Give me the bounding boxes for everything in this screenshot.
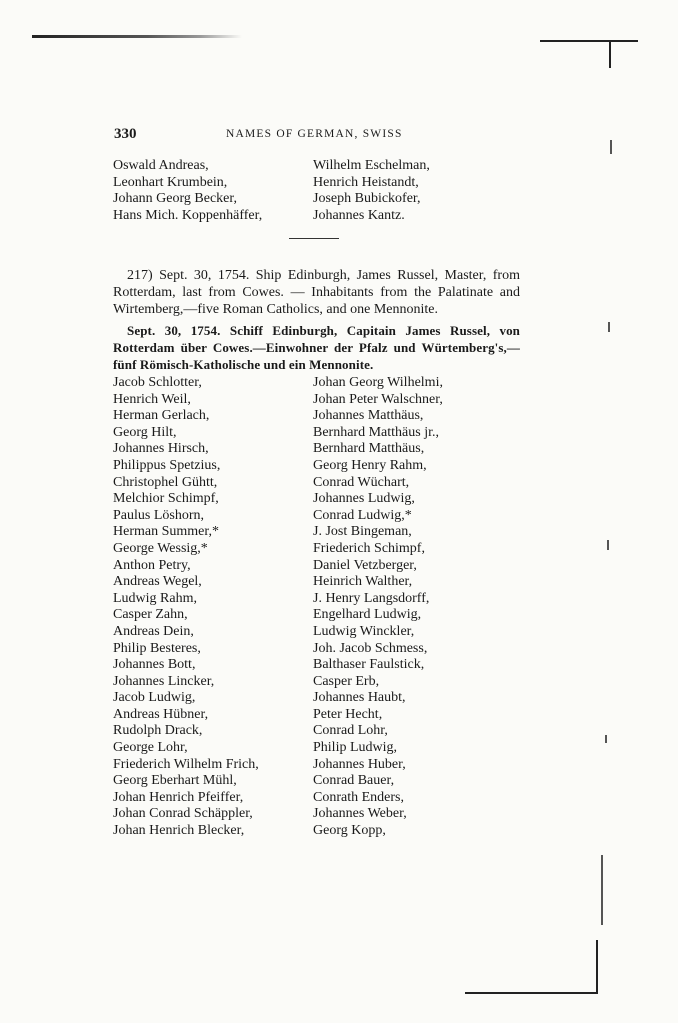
name-entry: Johan Peter Walschner,: [313, 391, 443, 407]
name-entry: Johannes Kantz.: [313, 207, 405, 223]
name-entry: Jacob Schlotter,: [113, 375, 202, 390]
passenger-names-left-column: [113, 375, 313, 840]
continued-names-right-column: [313, 158, 523, 224]
name-entry: J. Henry Langsdorff,: [313, 590, 430, 606]
name-entry: Andreas Hübner,: [113, 706, 209, 722]
name-entry: Casper Erb,: [313, 673, 380, 689]
name-entry: Wilhelm Eschelman,: [313, 158, 430, 173]
name-entry: Johann Georg Becker,: [113, 191, 237, 207]
name-entry: George Lohr,: [113, 740, 188, 756]
running-title: NAMES OF GERMAN, SWISS: [226, 128, 403, 140]
name-entry: J. Jost Bingeman,: [313, 524, 412, 540]
name-entry: Johan Conrad Schäppler,: [113, 806, 253, 822]
name-entry: Conrad Bauer,: [313, 773, 395, 789]
name-entry: Friederich Wilhelm Frich,: [113, 756, 259, 772]
scan-speck: [610, 140, 612, 154]
section-divider: [289, 238, 339, 239]
corner-rule-top-right: [540, 40, 638, 42]
name-entry: Johannes Ludwig,: [313, 491, 415, 507]
scan-speck: [605, 735, 607, 743]
name-entry: Johan Georg Wilhelmi,: [313, 375, 443, 390]
name-entry: Casper Zahn,: [113, 607, 188, 623]
name-entry: Johannes Huber,: [313, 756, 406, 772]
name-entry: Philippus Spetzius,: [113, 457, 221, 473]
name-entry: Philip Besteres,: [113, 640, 201, 656]
name-entry: Johannes Matthäus,: [313, 408, 424, 424]
name-entry: Johannes Weber,: [313, 806, 407, 822]
corner-rule-bottom-right-vertical: [596, 940, 598, 994]
name-entry: Herman Gerlach,: [113, 408, 210, 424]
name-entry: Melchior Schimpf,: [113, 491, 219, 507]
name-entry: Andreas Wegel,: [113, 574, 202, 590]
name-entry: Jacob Ludwig,: [113, 690, 196, 706]
name-entry: Georg Eberhart Mühl,: [113, 773, 237, 789]
corner-rule-top-right-vertical: [609, 42, 611, 68]
name-entry: Joh. Jacob Schmess,: [313, 640, 428, 656]
name-entry: Ludwig Winckler,: [313, 623, 415, 639]
continued-names-left-column: [113, 158, 313, 224]
scan-speck: [608, 322, 610, 332]
name-entry: Johannes Hirsch,: [113, 441, 209, 457]
name-entry: Christophel Gühtt,: [113, 474, 218, 490]
name-entry: Georg Hilt,: [113, 424, 177, 440]
ship-entry-text: 217) Sept. 30, 1754. Ship Edinburgh, James Russel, Master, from Rotterdam, last from Cowes. — Inhabitants from the Palatinate and Wirtemberg,—five Roman Catholics, and one Mennonite.: [113, 268, 520, 317]
name-entry: George Wessig,*: [113, 540, 208, 556]
name-entry: Rudolph Drack,: [113, 723, 203, 739]
name-entry: Friederich Schimpf,: [313, 540, 425, 556]
name-entry: Paulus Löshorn,: [113, 507, 204, 523]
name-entry: Anthon Petry,: [113, 557, 191, 573]
name-entry: Oswald Andreas,: [113, 158, 209, 173]
name-entry: Heinrich Walther,: [313, 574, 413, 590]
name-entry: Georg Henry Rahm,: [313, 457, 427, 473]
continued-names-list: [113, 158, 523, 224]
name-entry: Balthaser Faulstick,: [313, 657, 425, 673]
name-entry: Bernhard Matthäus jr.,: [313, 424, 439, 440]
name-entry: Peter Hecht,: [313, 706, 383, 722]
passenger-names-list: [113, 375, 523, 840]
name-entry: Andreas Dein,: [113, 623, 194, 639]
scan-speck: [607, 540, 609, 550]
page-number: 330: [114, 126, 137, 142]
name-entry: Conrad Lohr,: [313, 723, 388, 739]
name-entry: Joseph Bubickofer,: [313, 191, 421, 207]
name-entry: Ludwig Rahm,: [113, 590, 197, 606]
name-entry: Johannes Haubt,: [313, 690, 406, 706]
name-entry: Johannes Lincker,: [113, 673, 215, 689]
scan-edge-mark: [32, 35, 242, 38]
name-entry: Engelhard Ludwig,: [313, 607, 422, 623]
name-entry: Georg Kopp,: [313, 823, 386, 839]
corner-rule-bottom-right: [465, 992, 598, 994]
name-entry: Hans Mich. Koppenhäffer,: [113, 207, 263, 223]
name-entry: Bernhard Matthäus,: [313, 441, 425, 457]
ship-entry-german: [113, 322, 520, 373]
name-entry: Henrich Weil,: [113, 391, 191, 407]
page-header: [114, 126, 519, 144]
name-entry: Conrath Enders,: [313, 789, 404, 805]
name-entry: Philip Ludwig,: [313, 740, 398, 756]
name-entry: Conrad Ludwig,*: [313, 507, 412, 523]
ship-entry-english: [113, 267, 520, 318]
name-entry: Johannes Bott,: [113, 657, 196, 673]
name-entry: Leonhart Krumbein,: [113, 174, 228, 190]
name-entry: Johan Henrich Blecker,: [113, 823, 245, 839]
name-entry: Daniel Vetzberger,: [313, 557, 417, 573]
ship-entry-german-text: Sept. 30, 1754. Schiff Edinburgh, Capitain James Russel, von Rotterdam über Cowes.—Einwohner der Pfalz und Würtemberg's,—fünf Römisch-Katholische und ein Mennonite.: [113, 323, 520, 372]
name-entry: Herman Summer,*: [113, 524, 219, 540]
name-entry: Johan Henrich Pfeiffer,: [113, 789, 244, 805]
scan-speck: [601, 855, 603, 925]
name-entry: Henrich Heistandt,: [313, 174, 419, 190]
passenger-names-right-column: [313, 375, 523, 840]
name-entry: Conrad Wüchart,: [313, 474, 410, 490]
